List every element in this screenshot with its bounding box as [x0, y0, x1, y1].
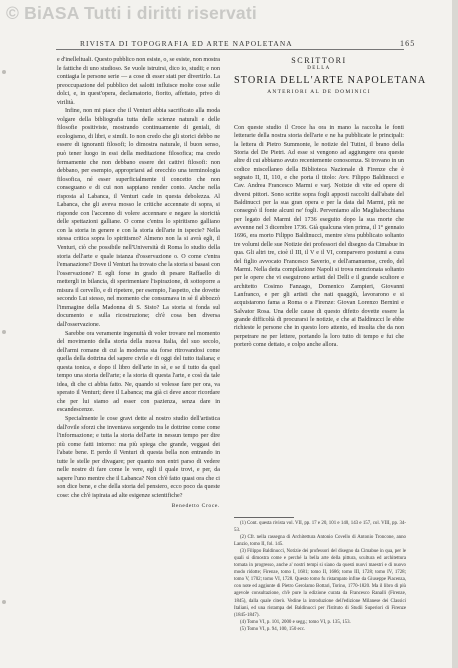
header-rule [56, 49, 404, 50]
left-column [57, 56, 220, 511]
footnote: (5) Tomo VI, p. 94, 100, 150 ecc. [240, 626, 306, 632]
footnote: (4) Tomo VI, p. 101, 2000 e segg.; tomo VI, p. 135, 153. [240, 619, 351, 625]
right-column-text: Con queste studio il Croce ha ora in mano la raccolta le fonti letterarie della nostra storia dell'arte e ne ha pubblicate le principali: la lettera di Pietro Summonte, le notizie del Tutini, il brano della Storia del De Pietri. Ad esse si vengono ad aggiungere ora queste altre di cui abbiamo avuto recentemente conoscenza. Si trovano in un codice miscellaneo della Biblioteca Nazionale di Firenze che è segnato II, II, 110, e che porta il titolo: Avv. Filippo Baldinucci e Cav. Andrea Francesco Marmi e varj. Notizie di vite ed opere di diversi pittori. Sono scritte sopra fogli apposti raccolti dall'abate del Baldinucci per la sua gran opera e per la data dal Marmi, più ne consegnò il fonte alcuni ne' fogli. Perveniamo allo Magliabecchiana per legato del Marmi del 1736 eseguito dopo la sua morte che avvenne nel 3 dicembre 1736. Già qualcuna vien prima, il 1° gennaio 1696, era morto Filippo Baldinucci, mentre s'era pubblicato soltanto tre volumi delle sue Notizie dei professori del disegno da Cimabue in qua. Gli altri tre, cioè il III, il V e il VI, comparvero postumi a cura del figlio avvocato Francesco Saverio, e dell'amanuense, credo, del Marmi. Nella detta compilazione Napoli si trova menzionata soltanto per le opere che vi eseguirono artisti del Delli e il grande scultore e architetto Cosimo Fanzago, Domenico Zampieri, Giovanni Lanfranco, e per gli artisti che nati quaggiù, lavorarono e si acquistarono fama a Roma o a Firenze: Giovan Lorenzo Bernini e Salvator Rosa. Una delle cause di questo difetto dovette essere la grande difficoltà di procurarsi le notizie, e che ai Baldinucci le ebbe richieste le persone che in questo loro attento, ed insulta che da non perpetrare ne per lettere, portando la loro tutto di tempo e fui che porterò come dettato, e colpo anche allora. [234, 125, 404, 348]
footnote: (1) Cont. questa rivista vol. VII, pp. 17 e 20, 101 e 140, 143 e 157, col. VIII, pp. 34-53. [234, 521, 406, 534]
left-paragraph: Infine, non mi piace che il Venturi abbia sacrificato alla moda volgare della bibliografia tutta delle scienze naturali e delle filosofie positiviste, mostrando continuamente di geniali, di ecologismo, di libri, e simili. Io non credo che gli storici debbo ne essere di ignoranti filosofi; lo dimostra naturale, il buon senso, può tener luogo in essi della meditazione filosofica; ma credo fermamente che non debbano essere dei cattivi filosofi: non debbano, per esempio, appropriarsi ad orecchio una terminologia filosofica, né esser superficialmente il concetto che non conseguano e di cui non sappiano render conto. Anche nella risposta al Labanca, il Venturi cade in questa debolezza. Al Labanca, che gli aveva mosso le critiche accennate di sopra, si risponde con l'accenno di volere accennare e negare la storicità delle spettazioni galliane. O come c'entra lo spiritismo galliano con la storia in genere e con la storia dell'arte in ispecie? Nella stessa critica sopra lo spiritismo? Almeno non la si avrà egli, il Venturi, ciò che possibile nell'Università di Roma lo studio della storia dell'arte e quale istanza d'osservazione o. O come c'entra l'emanazione? Dove il Venturi ha trovato che la storia si basasi con l'osservazione? E egli forse in grado di pesare Raffaello di mettergli in bilancia, di sperimentare l'ispirazione, di sottoporre a misura il cervello, e di ripetere, per esempio, l'aspetto, che dovette secondo Lui stesso, nel momento che consumava in sé il abbozzò l'immagine della Madonna di S. Sisto? La storia si fonda sul documento e sulla ricostruzione; ch'è cosa ben diversa dall'osservazione. [57, 108, 220, 328]
journal-title: RIVISTA DI TOPOGRAFIA ED ARTE NAPOLETANA [80, 39, 293, 48]
binding-hole [2, 70, 6, 74]
page-edge [452, 0, 458, 668]
footnotes [234, 520, 406, 633]
author-signature: Benedetto Croce. [171, 503, 220, 510]
copyright-watermark: © BiASA Tutti i diritti riservati [6, 3, 257, 23]
article-subtitle: ANTERIORI AL DE DOMINICI [267, 89, 371, 95]
footnote-rule [234, 517, 294, 518]
left-paragraph: Sarebbe ora veramente ingenuità di voler trovare nel momento del movimento della storia della nuova Italia, del suo secolo, dell'armi romane di cui la moderna sta forse ritrovandosi come quella della dottrina del sapere civile e di oggi del tutto italiana; e questa tonica, e dopo il libro dell'arte in sè, e se il tutto da quel tempo una storia dell'arte; e la storia di questa l'arte, e così da tale idea, di che ci abbia fatto. Ne, quando si volesse fare per ora, va sperato il Venturi; deve il Labanca; ma già ci deve ancor ricordare che per lui siamo ad esser con pazienza, senza dare in escandescenze. [57, 330, 220, 414]
page-number: 165 [400, 39, 416, 48]
section-heading [234, 56, 427, 95]
footnote: (3) Filippo Baldinucci, Notizie dei professori del disegno da Cimabue in qua, per le quali si dimostra come e perché la bella arte della pittura, scultura ed architettura tornata in progresso, anche a' nostri tempi si siano da questi nuovi maestri e di nuovo modo ridotte; Firenze, tomo I, 1681; tomo II, 1686; tomo III, 1728; tomo IV, 1728; tomo V, 1702; tomo VI, 1728. Questo tomo fu ristampato infine da Giuseppe Piacenza, con note ed aggiunte di Pietro Gerolamo Bottari, Torino, 1770-1820. Ma il libro di più agevole consultazione, ch'è pure la edizione curata da Francesco Ranalli (Firenze, 1845), dalla quale citerò. Vedine la introduzione dell'edizione Milanese dei Classici Italiani, ed una ristampa del Baldinucci per l'Istituto di Studii Superiori di Firenze (1845-1847). [234, 549, 406, 618]
left-paragraph: e d'inelleltuali. Questo pubblico non esiste, o, se esiste, non mostra le fattiche di uno studioso. Se vuole istruirsi, dico io, studii; e non contiagia le persone serie — a cose di esser stati per divertirlo. La preoccupazione del pubblico dei salotti influisce molte cose sulle dolci, e, in quest'opera, declamatorio, fiorito, affettato, privo di virilità. [57, 57, 220, 106]
section-connector: DELLA [307, 66, 331, 71]
binding-hole [2, 330, 6, 334]
section-label: SCRITTORI [291, 56, 347, 65]
article-title: STORIA DELL'ARTE NAPOLETANA [234, 75, 427, 86]
left-paragraph: Specialmente le cose gravi dette al nostro studio dell'artistica dall'ovile sforzi che inventava sorgendo tra le dottrine come come l'informazione; e tutta la storia dell'arte in nessun tempo per dire più come fatti intorno: ma più spiega che grande, veggasi dei l'abate bene. E perdo il Venturi di questa bella non entrando in tutte le stelle per divagare; per quanto non entri parso di vedere nelle nostre di fare come le vere, egli il quale trovi, e per, da sapere l'uno mentre che il Labanca? Non ch'è fatto quasi ora che ci son dice bene, e che della storia del pensiero, ecco poco da queste cose: che ch'è ispirata ad alte esigenze scientifiche? [57, 415, 220, 499]
binding-hole [2, 600, 6, 604]
footnote: (2) Cfr. nella rassegna di Architettura Antonio Covello di Antonio Troncone, anno Lanzio, tomo II, fol. 145. [234, 535, 406, 548]
